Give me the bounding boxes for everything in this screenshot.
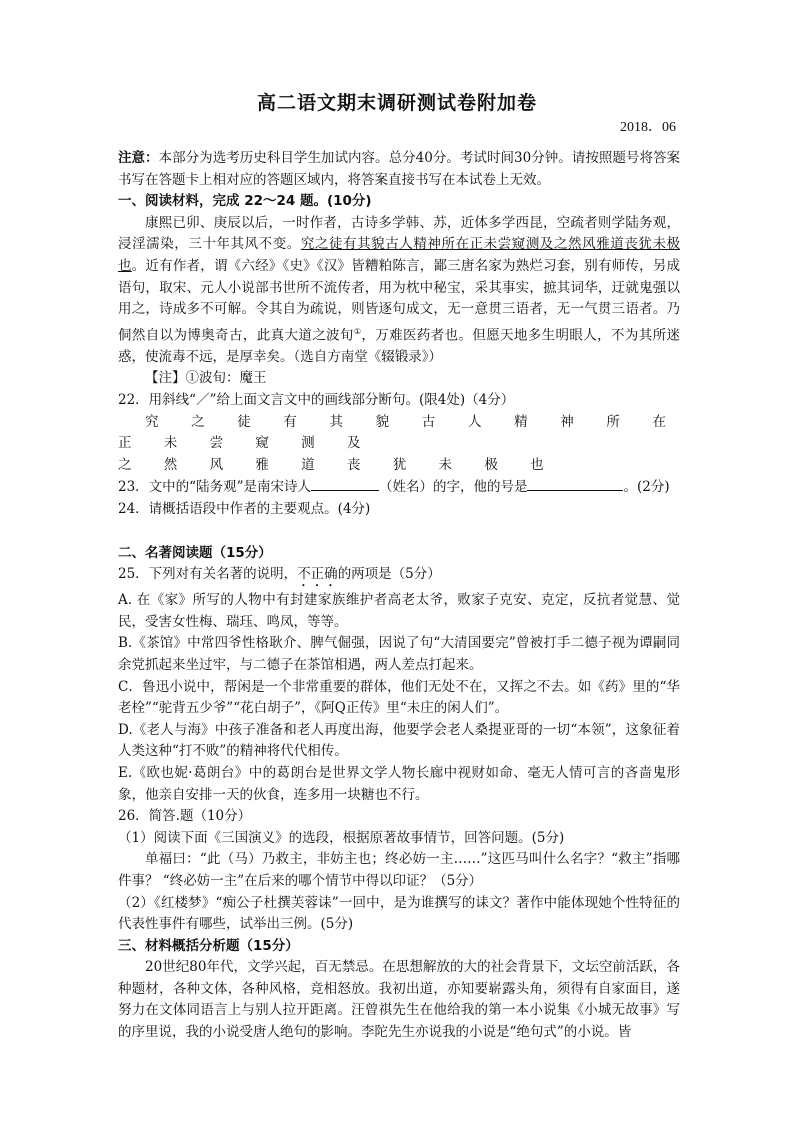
q22-text-line2: 之 然 风 雅 道 丧 犹 未 极 也 (118, 456, 558, 473)
option-b: B.《茶馆》中常四爷性格耿介、脾气倔强，因说了句“大清国要完”曾被打手二德子视为谭嗣同余党抓起来坐过牢，与二德子在茶馆相遇，两人差点打起来。 (118, 635, 680, 673)
passage-part3: ，万难医药者也。但愿天地多生明眼人，不为其所迷惑，使流毒不远，是厚幸矣。（选自方南堂《辍锻录》） (118, 327, 681, 365)
passage-underlined: 究之徒有其貌古人精神所在正未尝窥测及之然风雅道丧犹未极也 (118, 236, 681, 274)
question-22: 22．用斜线“／”给上面文言文中的画线部分断句。(限4处)（4分） (118, 392, 515, 409)
section3-heading: 三、材料概括分析题（15分） (118, 937, 299, 954)
question-25: 25．下列对有关名著的说明，不正确的两项是（5分） (118, 566, 441, 583)
page-title: 高二语文期末调研测试卷附加卷 (256, 92, 537, 114)
question-26-1: （1）阅读下面《三国演义》的选段，根据原著故事情节，回答问题。(5分) (118, 829, 565, 846)
answer-blank-hao[interactable] (527, 476, 623, 491)
notice-text: 本部分为选考历史科目学生加试内容。总分40分。考试时间30分钟。请按照题号将答案书写在答题卡上相对应的答题区域内，将答案直接书写在本试卷上无效。 (118, 150, 681, 188)
exam-body (118, 148, 680, 1044)
q22-text-line1: 究 之 徒 有 其 貌 古 人 精 神 所 在 正 未 尝 窥 测 及 (118, 413, 680, 452)
question-26: 26．简答.题（10分） (118, 808, 252, 825)
passage-part1: 康熙已卯、庚辰以后，一时作者，古诗多学韩、苏，近体多学西昆，空疏者则学陆务观，浸淫濡染，三十年其风不变。 (118, 214, 680, 253)
section2-heading: 二、名著阅读题（15分） (118, 544, 272, 561)
footnote-marker: ① (353, 326, 362, 336)
footnote: 【注】①波旬：魔王 (145, 370, 267, 387)
option-a: A. 在《家》所写的人物中有封建家族维护者高老太爷，败家子克安、克定，反抗者觉慧、觉民，受害女性梅、瑞珏、鸣凤，等等。 (118, 592, 680, 630)
section3-passage: 20世纪80年代，文学兴起，百无禁忌。在思想解放的大的社会背景下，文坛空前活跃，各种题材，各种文体，各种风格，竞相怒放。我初出道，亦知要崭露头角，须得有自家面目，遂努力在文体同语言上与别人拉开距离。汪曾祺先生在他给我的第一本小说集《小城无故事》写的序里说，我的小说受唐人绝句的影响。李陀先生亦说我的小说是“绝句式”的小说。皆 (118, 959, 680, 1041)
question-26-2: （2）《红楼梦》“痴公子杜撰芙蓉诔”一回中，是为谁撰写的诔文？著作中能体现她个性特征的代表性事件有哪些，试举出三例。(5分) (118, 894, 680, 933)
option-d: D.《老人与海》中孩子准备和老人再度出海，他要学会老人桑提亚哥的一切“本领”，这象征着人类这种“打不败”的精神将代代相传。 (118, 721, 680, 760)
question-23: 23．文中的“陆务观”是南宋诗人 （姓名）的字，他的号是 。(2分) (118, 476, 680, 499)
emphasis-not-correct: 不正确 (297, 566, 338, 583)
option-c: C．鲁迅小说中，帮闲是一个非常重要的群体，他们无处不在，又挥之不去。如《药》里的“华老栓”“驼背五少爷”“花白胡子”，《阿Q正传》里“未庄的闲人们”。 (118, 678, 680, 717)
question-26-1-quote: 单福曰：“此（马）乃救主，非妨主也；终必妨一主……”这匹马叫什么名字？“救主”指哪件事？ “终必妨一主”在后来的哪个情节中得以印证？（5分） (118, 851, 680, 889)
answer-blank-name[interactable] (311, 476, 379, 491)
passage-part2: 。近有作者，谓《六经》《史》《汉》皆糟粕陈言，鄙三唐名家为熟烂习套，别有师传，另成语句，取宋、元人小说部书世所不流传者，用为枕中秘宝，采其事实，摭其词华，迂就鬼强以用之，诗成多不可解。令其自为疏说，则皆逐句成文，无一意贯三语者，无一气贯三语者。乃侗然自以为博奥奇古，此真大道之波旬 (118, 257, 681, 344)
exam-date: 2018．06 (620, 120, 676, 135)
option-e: E.《欧也妮·葛朗台》中的葛朗台是世界文学人物长廊中视财如命、毫无人情可言的吝啬鬼形象，他亲自安排一天的伙食，连多用一块糖也不行。 (118, 764, 680, 803)
question-24: 24．请概括语段中作者的主要观点。(4分) (118, 501, 371, 517)
notice (118, 148, 680, 191)
notice-label: 注意： (118, 150, 159, 166)
section1-heading: 一、阅读材料，完成 22～24 题。(10分) (118, 193, 372, 210)
passage (118, 213, 680, 369)
